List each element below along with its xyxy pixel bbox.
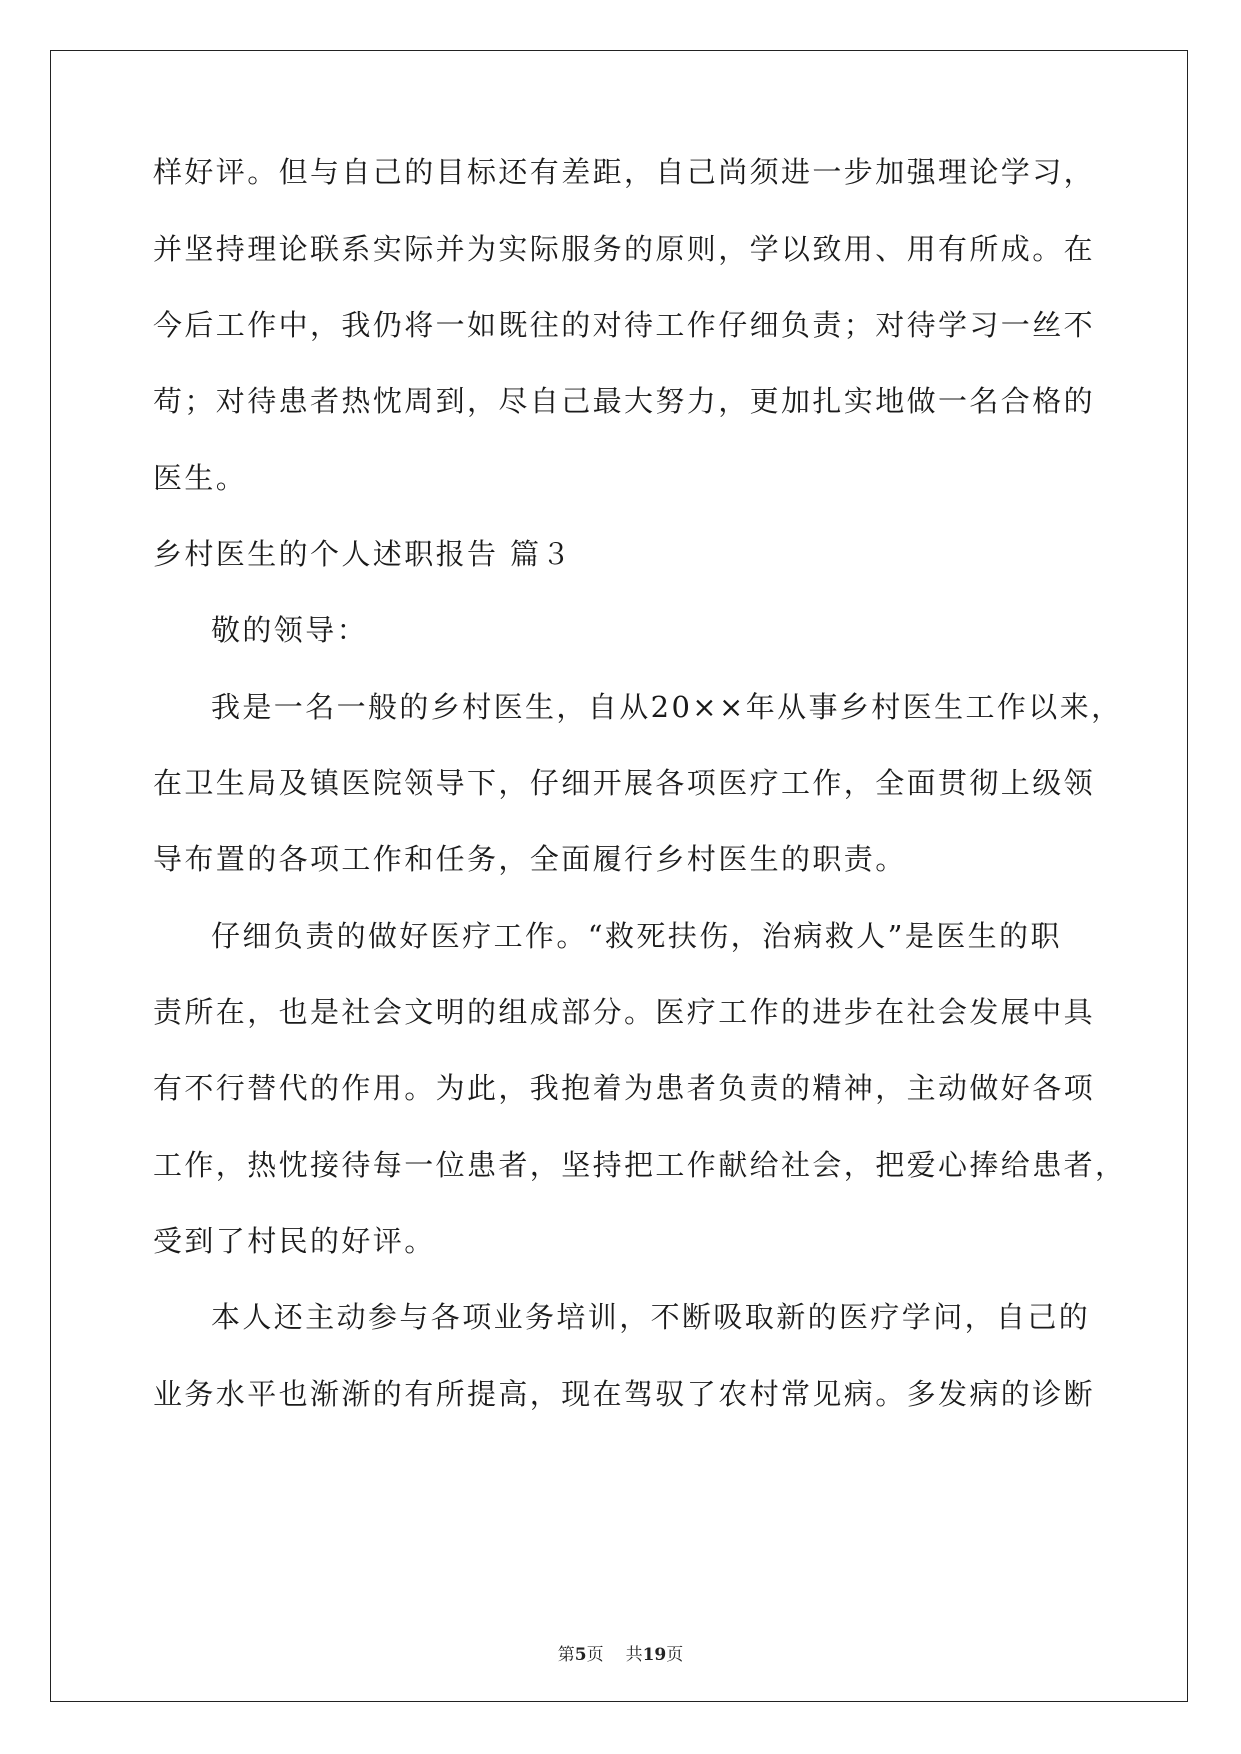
text-line: 并坚持理论联系实际并为实际服务的原则，学以致用、用有所成。在 xyxy=(153,232,1096,266)
footer-total-unit: 页 xyxy=(666,1645,684,1665)
text-line: 在卫生局及镇医院领导下，仔细开展各项医疗工作，全面贯彻上级领 xyxy=(153,766,1096,800)
text-line: 仔细负责的做好医疗工作。“救死扶伤，治病救人”是医生的职 xyxy=(211,919,1062,953)
text-line: 受到了村民的好评。 xyxy=(153,1224,436,1258)
text-line: 我是一名一般的乡村医生，自从20××年从事乡村医生工作以来， xyxy=(211,690,1123,724)
text-line: 有不行替代的作用。为此，我抱着为患者负责的精神，主动做好各项 xyxy=(153,1071,1096,1105)
section-heading: 乡村医生的个人述职报告 篇３ xyxy=(153,537,573,571)
text-line: 苟；对待患者热忱周到，尽自己最大努力，更加扎实地做一名合格的 xyxy=(153,384,1096,418)
text-line: 今后工作中，我仍将一如既往的对待工作仔细负责；对待学习一丝不 xyxy=(153,308,1096,342)
text-line: 导布置的各项工作和任务，全面履行乡村医生的职责。 xyxy=(153,842,907,876)
total-pages: 19 xyxy=(642,1645,667,1665)
text-line: 本人还主动参与各项业务培训，不断吸取新的医疗学问，自己的 xyxy=(211,1300,1091,1334)
page-number: 5 xyxy=(574,1645,587,1665)
footer-page-unit: 页 xyxy=(586,1645,604,1665)
text-line: 业务水平也渐渐的有所提高，现在驾驭了农村常见病。多发病的诊断 xyxy=(153,1377,1096,1411)
footer-total-prefix: 共 xyxy=(625,1645,643,1665)
text-line: 医生。 xyxy=(153,461,248,495)
page-footer xyxy=(0,1640,1241,1665)
text-line: 责所在，也是社会文明的组成部分。医疗工作的进步在社会发展中具 xyxy=(153,995,1096,1029)
text-line: 工作，热忱接待每一位患者，坚持把工作献给社会，把爱心捧给患者， xyxy=(153,1148,1127,1182)
text-line: 样好评。但与自己的目标还有差距，自己尚须进一步加强理论学习， xyxy=(153,155,1096,189)
salutation: 敬的领导： xyxy=(211,613,369,647)
footer-prefix: 第 xyxy=(557,1645,575,1665)
